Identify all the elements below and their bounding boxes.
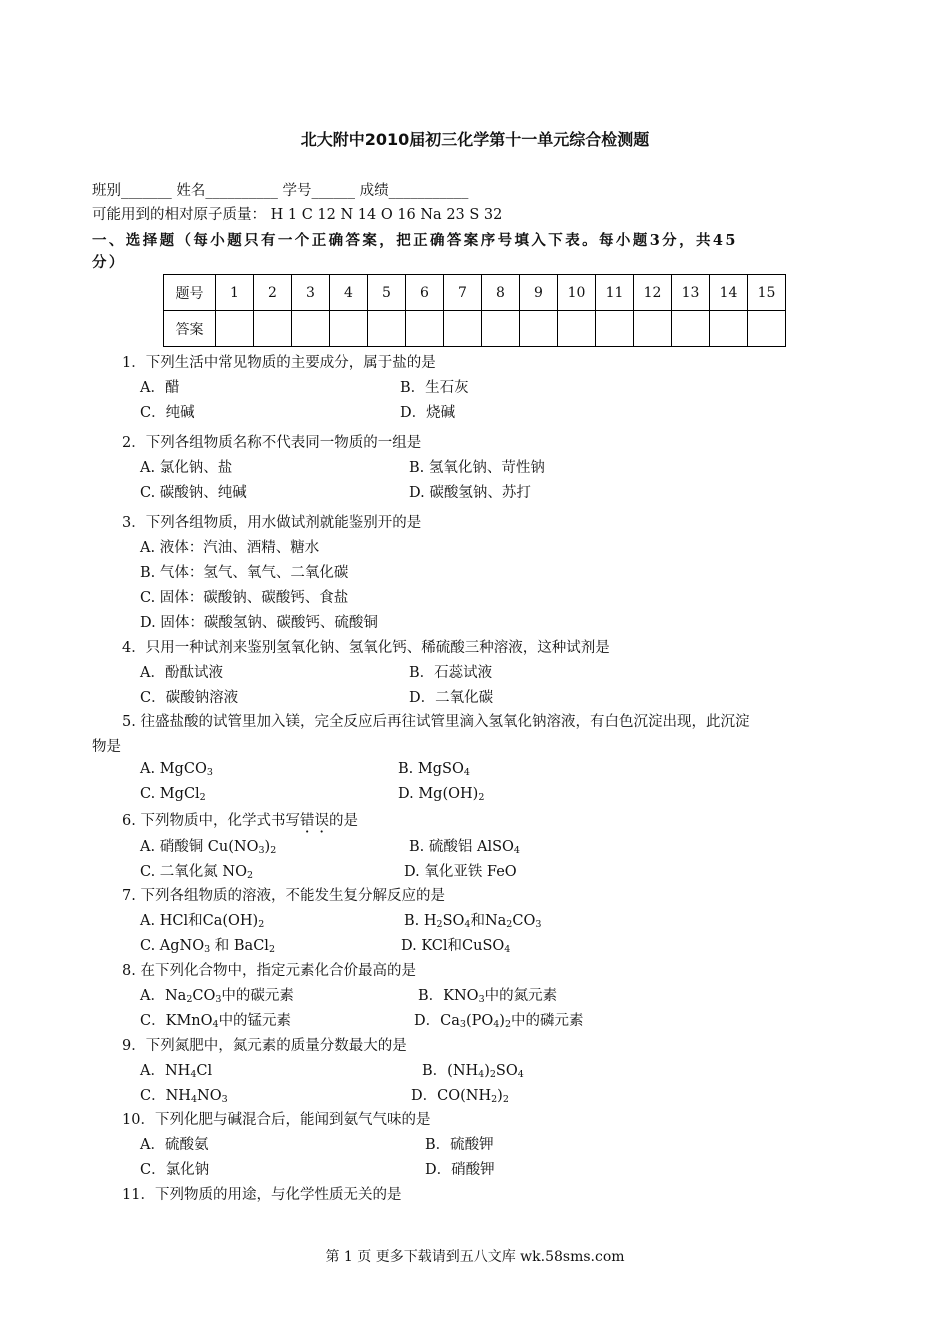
section-heading: 一、选择题（每小题只有一个正确答案，把正确答案序号填入下表。每小题3分，共45	[92, 232, 738, 249]
table-number-cell: 11	[596, 275, 634, 311]
option-c: C．氯化钠	[140, 1162, 210, 1178]
section-heading-cont: 分）	[92, 254, 126, 271]
table-number-cell: 4	[330, 275, 368, 311]
answer-cell[interactable]	[672, 311, 710, 347]
question-stem: 7. 下列各组物质的溶液，不能发生复分解反应的是	[122, 888, 445, 904]
option-c: C．KMnO$_4$中的锰元素	[140, 1013, 292, 1030]
answer-cell[interactable]	[710, 311, 748, 347]
question-stem: 9．下列氮肥中，氮元素的质量分数最大的是	[122, 1038, 407, 1054]
question-stem: 6. 下列物质中，化学式书写错误的是	[122, 813, 358, 829]
emphasis-char: 误	[314, 813, 329, 829]
option-b: B. MgSO$_4$	[398, 761, 470, 778]
option-d: D．$Ca_3(PO_4)_2$中的磷元素	[414, 1013, 584, 1030]
question-stem: 10．下列化肥与碱混合后，能闻到氨气气味的是	[122, 1112, 431, 1128]
option-b: B. 硫酸铝 AlSO$_4$	[409, 839, 520, 856]
table-number-cell: 8	[482, 275, 520, 311]
table-number-cell: 5	[368, 275, 406, 311]
option-a: A．$Na_2CO_3$中的碳元素	[140, 988, 294, 1005]
table-header-cell: 题号	[164, 275, 216, 311]
option-b: B．生石灰	[400, 380, 469, 396]
answer-cell[interactable]	[444, 311, 482, 347]
table-number-cell: 6	[406, 275, 444, 311]
table-number-cell: 9	[520, 275, 558, 311]
option-a: A．醋	[140, 380, 180, 396]
answer-cell[interactable]	[596, 311, 634, 347]
emphasis-char: 错	[299, 813, 315, 829]
option-b: B. 气体：氢气、氧气、二氧化碳	[140, 565, 349, 581]
option-c: C．纯碱	[140, 405, 195, 421]
option-a: A．酚酞试液	[140, 665, 223, 681]
option-b: B．$KNO_3$中的氮元素	[418, 988, 558, 1005]
table-number-cell: 12	[634, 275, 672, 311]
question-stem: 2．下列各组物质名称不代表同一物质的一组是	[122, 435, 422, 451]
option-b: B．硫酸钾	[425, 1137, 494, 1153]
table-number-cell: 10	[558, 275, 596, 311]
option-a: A. HCl和$Ca(OH)_2$	[140, 913, 265, 930]
answer-cell[interactable]	[254, 311, 292, 347]
option-c: C. 碳酸钠、纯碱	[140, 485, 247, 501]
table-number-cell: 7	[444, 275, 482, 311]
option-d: D. $Mg(OH)_2$	[398, 786, 485, 803]
answer-table-number-row	[164, 275, 786, 311]
option-b: B. 氢氧化钠、苛性钠	[409, 460, 545, 476]
question-stem: 3．下列各组物质，用水做试剂就能鉴别开的是	[122, 515, 422, 531]
option-b: B. $H_2SO_4$和$Na_2CO_3$	[404, 913, 542, 930]
option-a: A．$NH_4Cl$	[140, 1063, 213, 1080]
option-a: A. MgCO$_3$	[140, 761, 213, 778]
table-number-cell: 2	[254, 275, 292, 311]
option-d: D. 氧化亚铁 FeO	[404, 864, 517, 880]
table-number-cell: 3	[292, 275, 330, 311]
question-stem: 8. 在下列化合物中，指定元素化合价最高的是	[122, 963, 416, 979]
answer-cell[interactable]	[330, 311, 368, 347]
answer-table	[163, 274, 786, 347]
question-stem: 11．下列物质的用途，与化学性质无关的是	[122, 1187, 402, 1203]
table-header-cell: 答案	[164, 311, 216, 347]
answer-cell[interactable]	[406, 311, 444, 347]
option-c: C．$NH_4NO_3$	[140, 1088, 228, 1105]
answer-cell[interactable]	[558, 311, 596, 347]
table-number-cell: 13	[672, 275, 710, 311]
atomic-mass-line: 可能用到的相对原子质量： H 1 C 12 N 14 O 16 Na 23 S 32	[92, 207, 503, 223]
page-footer: 第 1 页 更多下载请到五八文库 wk.58sms.com	[325, 1249, 625, 1265]
option-c: C. 二氧化氮 $NO_2$	[140, 864, 254, 881]
question-stem: 1．下列生活中常见物质的主要成分，属于盐的是	[122, 355, 436, 371]
option-c: C. 固体：碳酸钠、碳酸钙、食盐	[140, 590, 349, 606]
answer-cell[interactable]	[520, 311, 558, 347]
page-title: 北大附中2010届初三化学第十一单元综合检测题	[300, 130, 650, 149]
option-c: C. MgCl$_2$	[140, 786, 206, 803]
option-d: D．硝酸钾	[425, 1162, 495, 1178]
answer-cell[interactable]	[748, 311, 786, 347]
option-d: D．二氧化碳	[409, 690, 494, 706]
option-a: A．硫酸氨	[140, 1137, 209, 1153]
student-info-line: 班别_______ 姓名__________ 学号______ 成绩___________	[92, 183, 469, 199]
answer-cell[interactable]	[292, 311, 330, 347]
table-number-cell: 14	[710, 275, 748, 311]
answer-table-answer-row	[164, 311, 786, 347]
question-stem: 5. 往盛盐酸的试管里加入镁，完全反应后再往试管里滴入氢氧化钠溶液，有白色沉淀出现，此沉淀	[122, 714, 750, 730]
table-number-cell: 1	[216, 275, 254, 311]
table-number-cell: 15	[748, 275, 786, 311]
option-a: A. 硝酸铜 $Cu(NO_3)_2$	[140, 839, 277, 856]
option-a: A. 液体：汽油、酒精、糖水	[140, 540, 320, 556]
option-d: D. KCl和CuSO$_4$	[401, 938, 511, 955]
option-d: D. 固体：碳酸氢钠、碳酸钙、硫酸铜	[140, 615, 378, 631]
question-stem-cont: 物是	[92, 739, 121, 755]
question-stem: 4．只用一种试剂来鉴别氢氧化钠、氢氧化钙、稀硫酸三种溶液，这种试剂是	[122, 640, 610, 656]
option-d: D. 碳酸氢钠、苏打	[409, 485, 531, 501]
option-d: D．$CO(NH_2)_2$	[411, 1088, 509, 1105]
option-c: C. AgNO$_3$ 和 BaCl$_2$	[140, 938, 275, 955]
answer-cell[interactable]	[482, 311, 520, 347]
option-a: A. 氯化钠、盐	[140, 460, 233, 476]
answer-cell[interactable]	[634, 311, 672, 347]
answer-cell[interactable]	[216, 311, 254, 347]
option-c: C．碳酸钠溶液	[140, 690, 239, 706]
option-b: B．石蕊试液	[409, 665, 493, 681]
answer-cell[interactable]	[368, 311, 406, 347]
option-b: B．$(NH_4)_2SO_4$	[422, 1063, 524, 1080]
option-d: D．烧碱	[400, 405, 456, 421]
